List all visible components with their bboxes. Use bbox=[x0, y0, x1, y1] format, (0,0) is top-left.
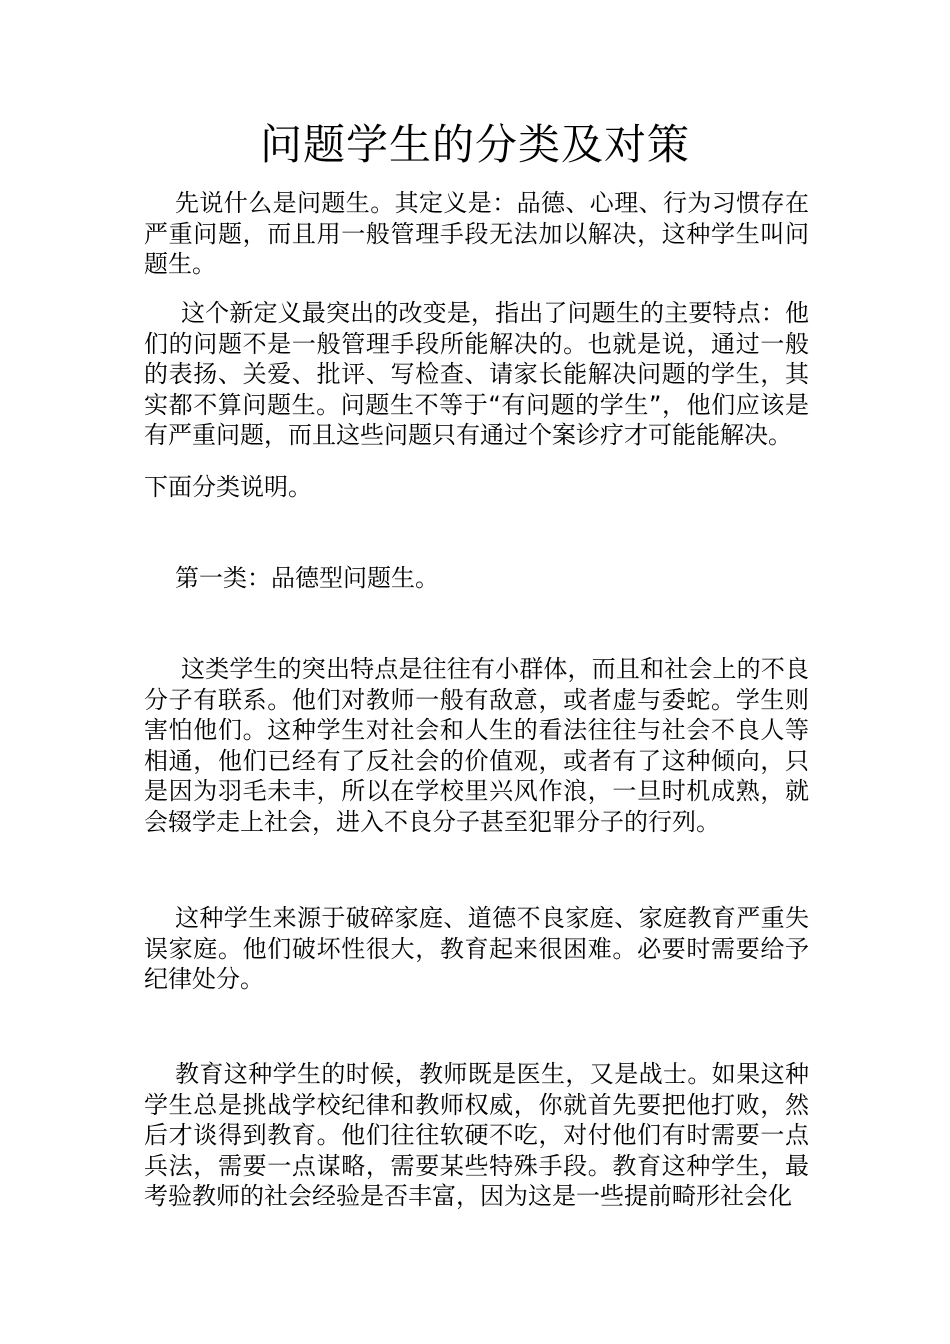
paragraph-definition: 先说什么是问题生。其定义是：品德、心理、行为习惯存在严重问题，而且用一般管理手段无法加以解决，这种学生叫问题生。 bbox=[144, 189, 809, 278]
paragraph-moral-origin: 这种学生来源于破碎家庭、道德不良家庭、家庭教育严重失误家庭。他们破坏性很大，教育起来很困难。必要时需要给予纪律处分。 bbox=[144, 904, 809, 993]
paragraph-classification-intro: 下面分类说明。 bbox=[144, 473, 312, 501]
document-title: 问题学生的分类及对策 bbox=[259, 120, 690, 169]
paragraph-new-definition: 这个新定义最突出的改变是，指出了问题生的主要特点：他们的问题不是一般管理手段所能解决的。也就是说，通过一般的表扬、关爱、批评、写检查、请家长能解决问题的学生，其实都不算问题生。问题生不等于“有问题的学生”，他们应该是有严重问题，而且这些问题只有通过个案诊疗才可能能解决。 bbox=[144, 299, 809, 449]
paragraph-moral-traits: 这类学生的突出特点是往往有小群体，而且和社会上的不良分子有联系。他们对教师一般有敌意，或者虚与委蛇。学生则害怕他们。这种学生对社会和人生的看法往往与社会不良人等相通，他们已经有了反社会的价值观，或者有了这种倾向，只是因为羽毛未丰，所以在学校里兴风作浪，一旦时机成熟，就会辍学走上社会，进入不良分子甚至犯罪分子的行列。 bbox=[144, 655, 809, 836]
paragraph-moral-education: 教育这种学生的时候，教师既是医生，又是战士。如果这种学生总是挑战学校纪律和教师权威，你就首先要把他打败，然后才谈得到教育。他们往往软硬不吃，对付他们有时需要一点兵法，需要一点谋略，需要某些特殊手段。教育这种学生，最考验教师的社会经验是否丰富，因为这是一些提前畸形社会化 bbox=[144, 1060, 809, 1210]
category-heading-moral: 第一类：品德型问题生。 bbox=[175, 564, 439, 592]
